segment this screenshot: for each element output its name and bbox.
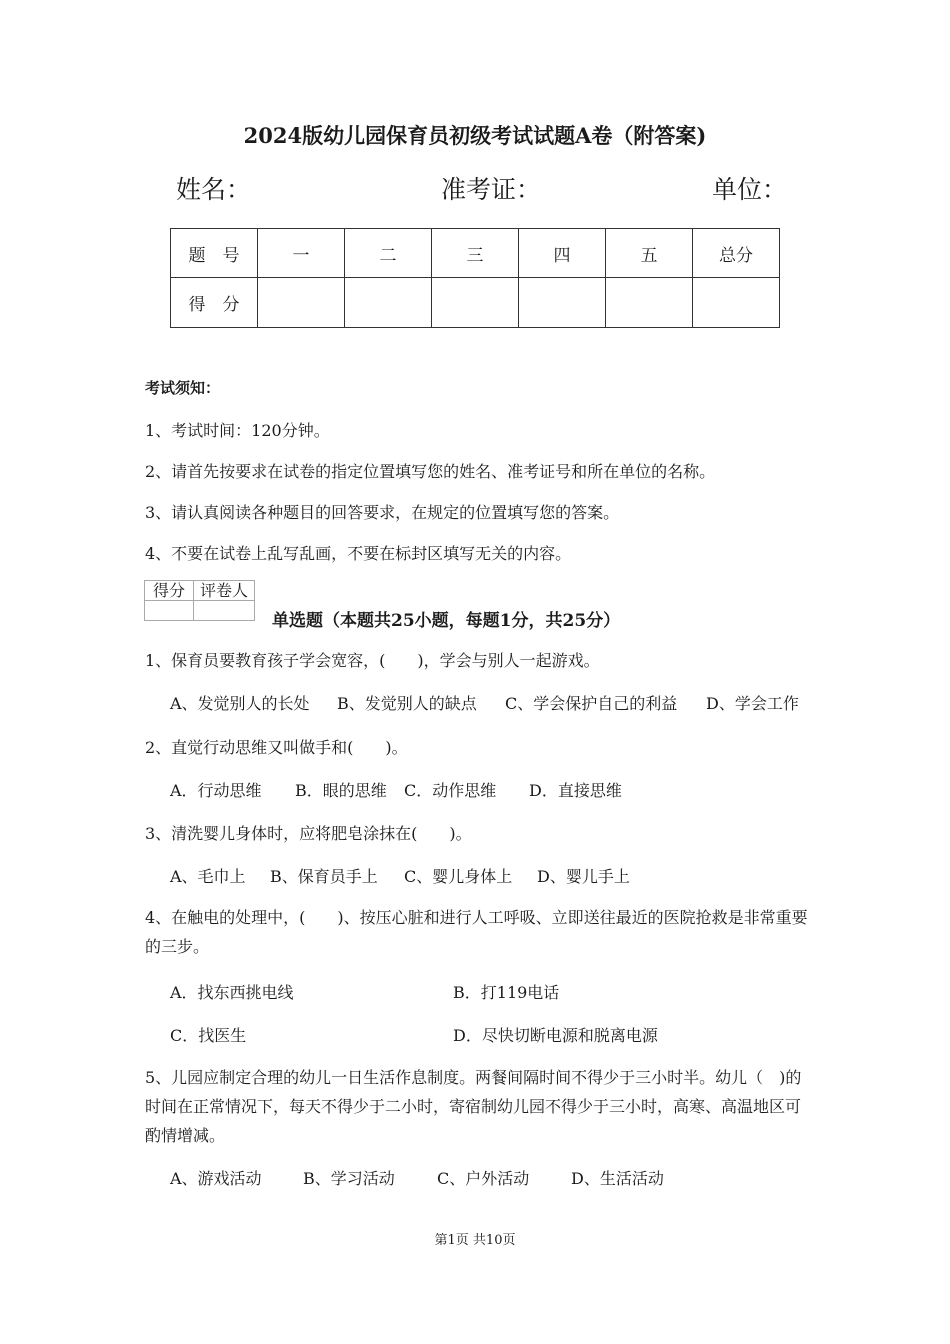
score-cell bbox=[519, 278, 606, 328]
question-option: A、发觉别人的长处 bbox=[170, 694, 310, 713]
exam-id-label: 准考证： bbox=[441, 175, 542, 204]
score-header-cell: 总分 bbox=[693, 229, 780, 278]
score-table-header-row bbox=[171, 229, 780, 278]
question-option: B．打119电话 bbox=[453, 983, 560, 1002]
question-option: C、学会保护自己的利益 bbox=[505, 694, 678, 713]
question-option: D、生活活动 bbox=[571, 1169, 664, 1188]
question-option: D、学会工作 bbox=[706, 694, 799, 713]
question-option: C、婴儿身体上 bbox=[404, 867, 513, 886]
grader-score-label: 得分 bbox=[145, 581, 194, 601]
grader-score-cell bbox=[145, 601, 194, 621]
score-cell bbox=[345, 278, 432, 328]
score-cell bbox=[432, 278, 519, 328]
notice-item: 2、请首先按要求在试卷的指定位置填写您的姓名、准考证号和所在单位的名称。 bbox=[145, 462, 716, 481]
question-option: A．行动思维 bbox=[170, 781, 262, 800]
score-header-cell: 五 bbox=[606, 229, 693, 278]
question-option: A、毛巾上 bbox=[170, 867, 246, 886]
question-option: C．找医生 bbox=[170, 1026, 247, 1045]
score-row-label: 得 分 bbox=[171, 278, 258, 328]
notice-item: 4、不要在试卷上乱写乱画，不要在标封区填写无关的内容。 bbox=[145, 544, 572, 563]
question-option: D．直接思维 bbox=[529, 781, 622, 800]
question-text: 2、直觉行动思维又叫做手和( )。 bbox=[145, 738, 408, 757]
page-number: 第1页 共10页 bbox=[434, 1233, 516, 1248]
grader-reviewer-label: 评卷人 bbox=[194, 581, 255, 601]
score-header-cell: 三 bbox=[432, 229, 519, 278]
score-header-cell: 二 bbox=[345, 229, 432, 278]
question-option: C．动作思维 bbox=[404, 781, 497, 800]
score-cell bbox=[258, 278, 345, 328]
page-title: 2024版幼儿园保育员初级考试试题A卷（附答案) bbox=[243, 123, 707, 148]
score-header-cell: 一 bbox=[258, 229, 345, 278]
question-option: A、游戏活动 bbox=[170, 1169, 262, 1188]
question-text: 4、在触电的处理中，( )、按压心脏和进行人工呼吸、立即送往最近的医院抢救是非常重要的三步。 bbox=[145, 908, 808, 956]
unit-label: 单位： bbox=[712, 175, 788, 204]
notice-item: 1、考试时间：120分钟。 bbox=[145, 421, 330, 440]
question-option: B、发觉别人的缺点 bbox=[337, 694, 477, 713]
score-cell bbox=[606, 278, 693, 328]
score-cell bbox=[693, 278, 780, 328]
question-option: B、保育员手上 bbox=[270, 867, 378, 886]
question-option: C、户外活动 bbox=[437, 1169, 530, 1188]
question-text: 1、保育员要教育孩子学会宽容，( )，学会与别人一起游戏。 bbox=[145, 651, 600, 670]
score-header-cell: 四 bbox=[519, 229, 606, 278]
score-header-cell: 题 号 bbox=[171, 229, 258, 278]
grader-reviewer-cell bbox=[194, 601, 255, 621]
question-text: 5、儿园应制定合理的幼儿一日生活作息制度。两餐间隔时间不得少于三小时半。幼儿（ )的时间在正常情况下，每天不得少于二小时，寄宿制幼儿园不得少于三小时，高寒、高温地区可酌情增减。 bbox=[145, 1068, 802, 1145]
name-label: 姓名： bbox=[176, 175, 252, 204]
notice-heading: 考试须知： bbox=[145, 379, 221, 397]
grader-box bbox=[144, 580, 255, 621]
notice-item: 3、请认真阅读各种题目的回答要求，在规定的位置填写您的答案。 bbox=[145, 503, 620, 522]
question-option: B．眼的思维 bbox=[295, 781, 387, 800]
question-option: D．尽快切断电源和脱离电源 bbox=[453, 1026, 658, 1045]
score-table bbox=[170, 228, 780, 328]
question-option: B、学习活动 bbox=[303, 1169, 395, 1188]
section-title: 单选题（本题共25小题，每题1分，共25分） bbox=[272, 611, 621, 631]
question-option: D、婴儿手上 bbox=[537, 867, 630, 886]
question-text: 3、清洗婴儿身体时，应将肥皂涂抹在( )。 bbox=[145, 824, 472, 843]
question-option: A．找东西挑电线 bbox=[170, 983, 294, 1002]
score-table-score-row bbox=[171, 278, 780, 328]
